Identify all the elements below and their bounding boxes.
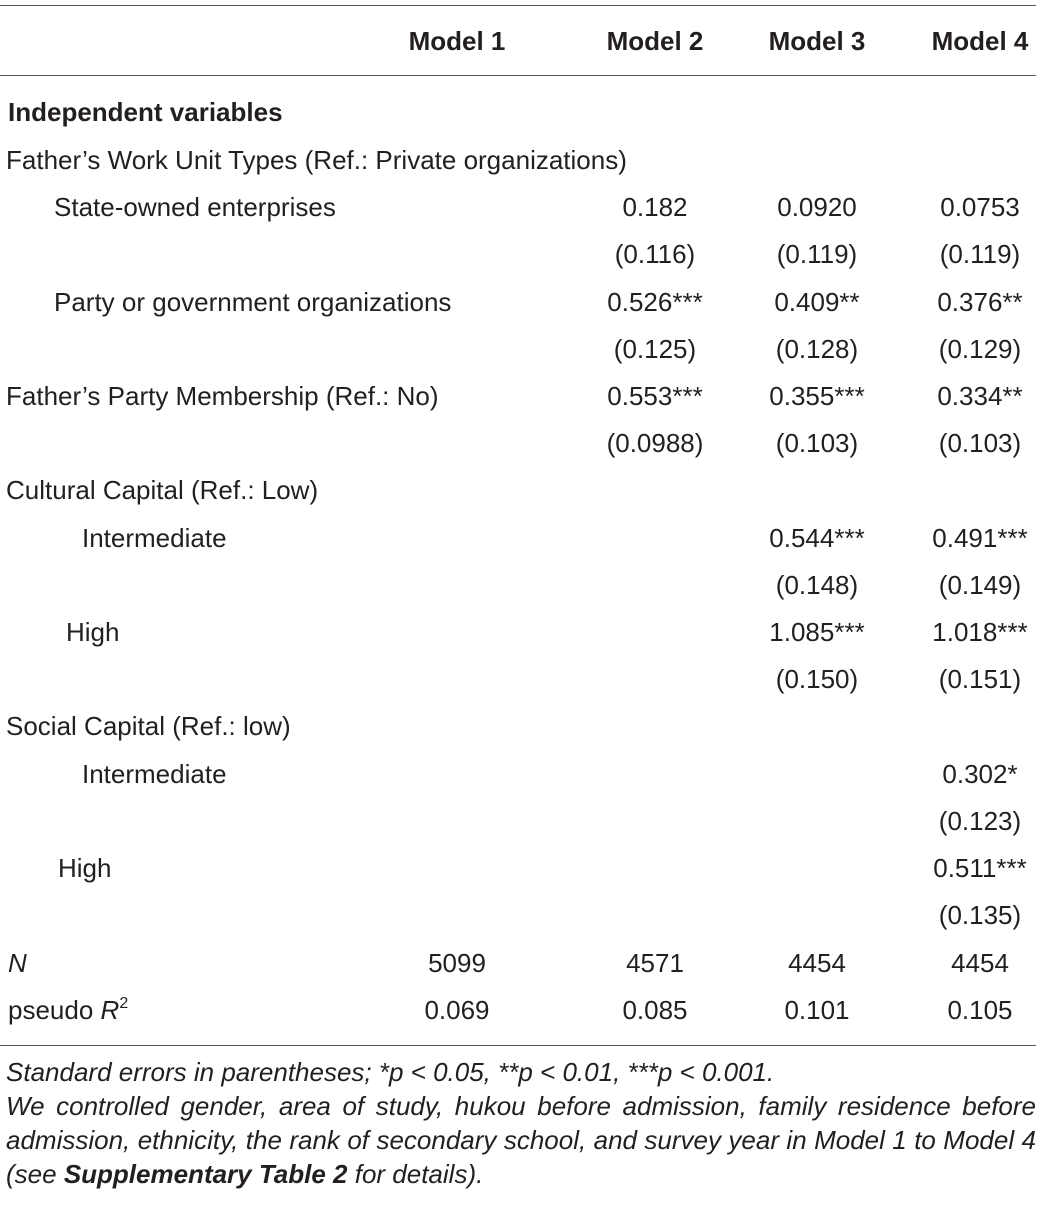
cell-model-3: (0.148) — [775, 570, 859, 600]
row-label: State-owned enterprises — [54, 192, 336, 222]
cell-model-4: 0.491*** — [932, 523, 1028, 553]
social-capital-heading-row — [0, 706, 1042, 753]
party-membership-row — [0, 376, 1042, 423]
cell-model-4: (0.119) — [939, 239, 1021, 269]
n-value-model-2: 4571 — [626, 948, 684, 978]
header-rule — [0, 75, 1036, 76]
cultural-high-row — [0, 612, 1042, 659]
top-rule — [0, 5, 1036, 6]
bottom-rule — [0, 1045, 1036, 1046]
header-model-1: Model 1 — [408, 26, 506, 56]
cell-model-4: 0.376** — [937, 287, 1023, 317]
supplementary-table-link[interactable]: Supplementary Table 2 — [63, 1159, 348, 1189]
r2-value-model-1: 0.069 — [424, 995, 490, 1025]
cell-model-3: 0.0920 — [777, 192, 857, 222]
work-unit-heading-row — [0, 140, 1042, 187]
cultural-intermediate-se-row — [0, 565, 1042, 612]
cell-model-3: 0.355*** — [769, 381, 865, 411]
n-value-model-1: 5099 — [428, 948, 486, 978]
cell-model-2: (0.116) — [614, 239, 696, 269]
party-gov-se-row — [0, 329, 1042, 376]
row-label: Father’s Party Membership (Ref.: No) — [6, 381, 439, 411]
header-model-3: Model 3 — [768, 26, 866, 56]
cell-model-2: 0.526*** — [607, 287, 703, 317]
n-value-model-3: 4454 — [788, 948, 846, 978]
r2-value-model-4: 0.105 — [947, 995, 1013, 1025]
controls-note: We controlled gender, area of study, hukou before admission, family residence before admission, ethnicity, the rank of secondary school, and survey year in Model 1 to Model 4 (see Supplementary Table 2 for details). — [6, 1091, 1036, 1189]
header-row — [0, 21, 1042, 68]
cell-model-2: (0.125) — [613, 334, 697, 364]
cell-model-4: (0.151) — [938, 664, 1022, 694]
cultural-capital-heading-row — [0, 470, 1042, 517]
r2-label: pseudo $R^2$ — [8, 995, 129, 1025]
cell-model-3: 0.409** — [774, 287, 860, 317]
cultural-high-se-row — [0, 659, 1042, 706]
cell-model-3: (0.103) — [775, 428, 859, 458]
cell-model-4: 0.302* — [942, 759, 1018, 789]
cell-model-2: 0.553*** — [607, 381, 703, 411]
social-intermediate-se-row — [0, 801, 1042, 848]
party-gov-row — [0, 282, 1042, 329]
social-intermediate-row — [0, 754, 1042, 801]
cell-model-3: (0.119) — [776, 239, 858, 269]
cultural-intermediate-row — [0, 518, 1042, 565]
cell-model-4: (0.129) — [938, 334, 1022, 364]
cell-model-2: 0.182 — [622, 192, 688, 222]
cell-model-4: (0.149) — [938, 570, 1022, 600]
section-row — [0, 92, 1042, 139]
cell-model-2: (0.0988) — [606, 428, 704, 458]
row-label: Social Capital (Ref.: low) — [6, 711, 291, 741]
significance-note: Standard errors in parentheses; *p < 0.05, **p < 0.01, ***p < 0.001. — [6, 1057, 775, 1087]
cell-model-4: 0.334** — [937, 381, 1023, 411]
cell-model-4: (0.103) — [938, 428, 1022, 458]
table-notes — [6, 1055, 1036, 1191]
row-label: High — [58, 853, 112, 883]
cell-model-4: 1.018*** — [932, 617, 1028, 647]
n-value-model-4: 4454 — [951, 948, 1009, 978]
r2-value-model-2: 0.085 — [622, 995, 688, 1025]
cell-model-3: (0.150) — [775, 664, 859, 694]
section-title: Independent variables — [8, 97, 283, 127]
row-label: Intermediate — [82, 523, 227, 553]
header-model-4: Model 4 — [931, 26, 1029, 56]
r2-value-model-3: 0.101 — [784, 995, 850, 1025]
header-model-2: Model 2 — [606, 26, 704, 56]
row-label: High — [66, 617, 120, 647]
row-label: Intermediate — [82, 759, 227, 789]
cell-model-3: (0.128) — [775, 334, 859, 364]
social-high-se-row — [0, 895, 1042, 942]
n-label: N — [8, 948, 27, 978]
row-label: Father’s Work Unit Types (Ref.: Private organizations) — [6, 145, 627, 175]
soe-se-row — [0, 234, 1042, 281]
cell-model-4: (0.123) — [938, 806, 1022, 836]
cell-model-4: (0.135) — [938, 900, 1022, 930]
cell-model-3: 0.544*** — [769, 523, 865, 553]
cell-model-4: 0.0753 — [940, 192, 1020, 222]
r2-row — [0, 990, 1042, 1037]
n-row — [0, 943, 1042, 990]
cell-model-4: 0.511*** — [933, 853, 1027, 883]
row-label: Party or government organizations — [54, 287, 452, 317]
soe-row — [0, 187, 1042, 234]
social-high-row — [0, 848, 1042, 895]
row-label: Cultural Capital (Ref.: Low) — [6, 475, 319, 505]
party-membership-se-row — [0, 423, 1042, 470]
cell-model-3: 1.085*** — [769, 617, 865, 647]
